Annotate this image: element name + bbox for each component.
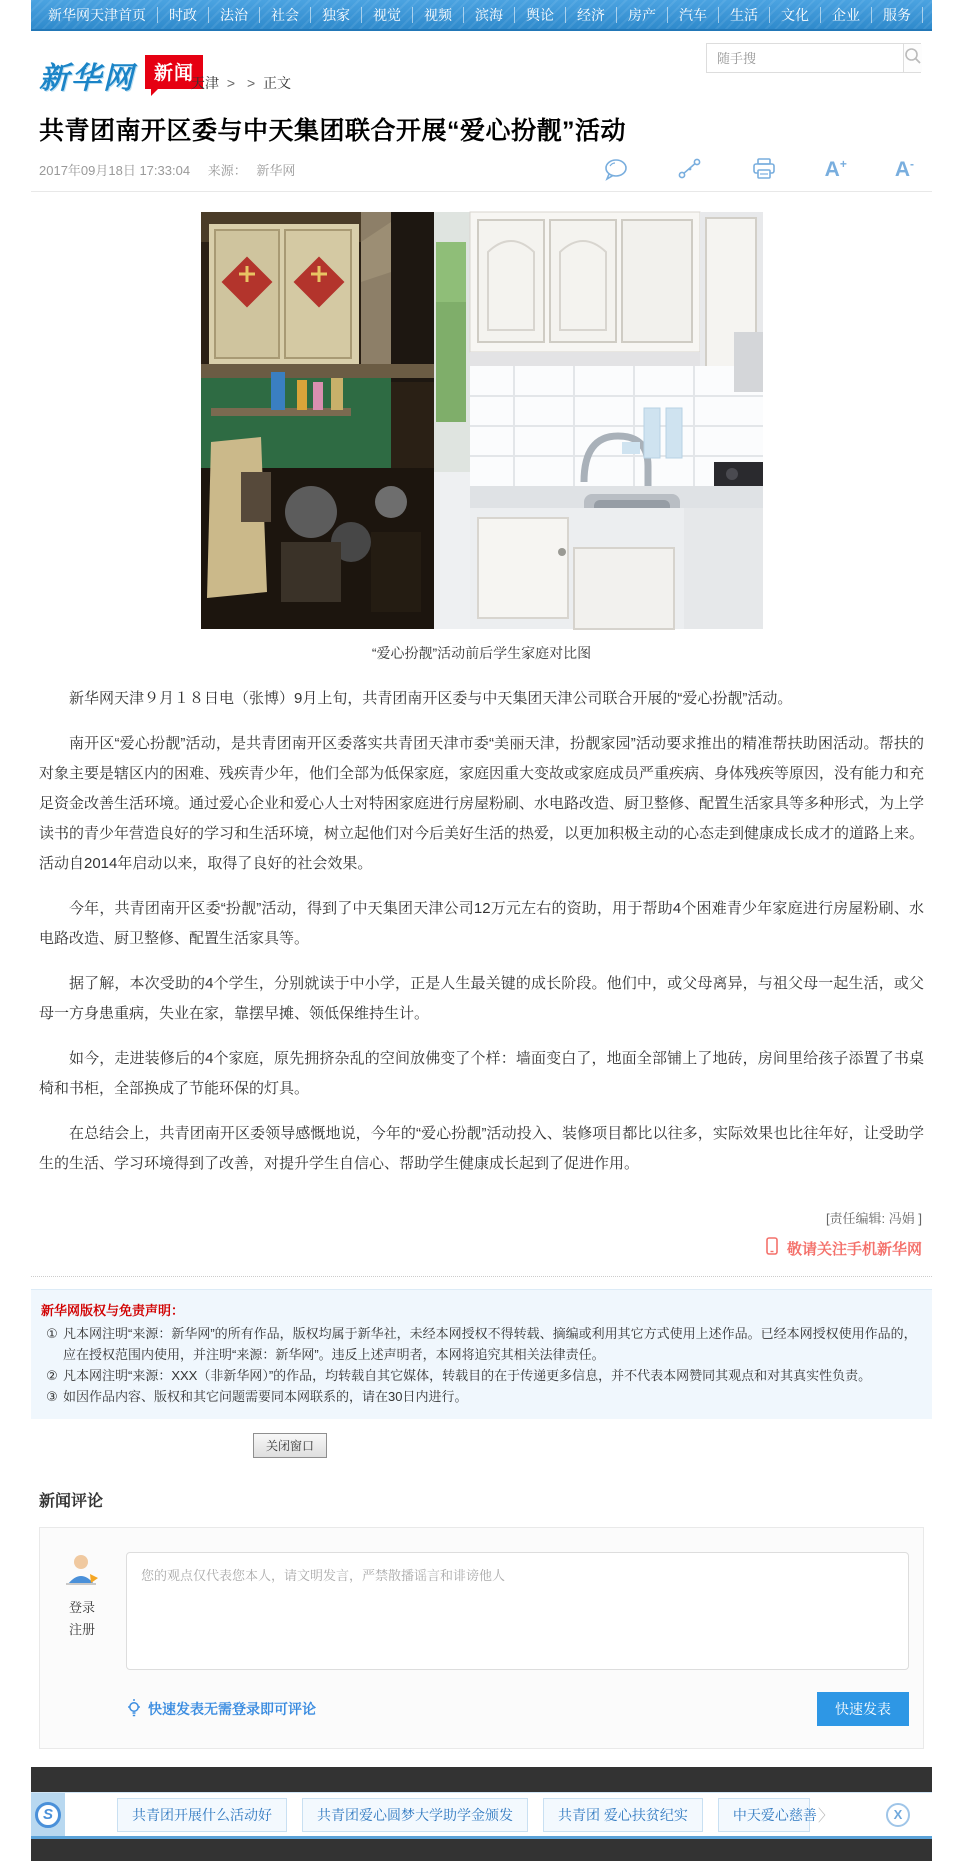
nav-item-jiankang[interactable]: 健康	[922, 7, 963, 23]
comment-icon[interactable]	[603, 157, 629, 181]
search-icon	[904, 47, 922, 70]
breadcrumb-separator: >	[226, 75, 236, 91]
site-header	[31, 31, 932, 103]
comment-input-row	[52, 1552, 909, 1670]
search-box	[706, 43, 921, 73]
quick-post-tip	[126, 1698, 316, 1721]
promo-link-4[interactable]: 中天爱心慈善	[718, 1798, 810, 1832]
paragraph: 如今，走进装修后的4个家庭，原先拥挤杂乱的空间放佛变了个样：墙面变白了，地面全部铺上了地砖，房间里给孩子添置了书桌椅和书柜，全部换成了节能环保的灯具。	[39, 1050, 924, 1097]
paragraph: 南开区“爱心扮靓”活动，是共青团南开区委落实共青团天津市委“美丽天津，扮靓家园”活动要求推出的精准帮扶助困活动。帮扶的对象主要是辖区内的困难、残疾青少年，他们全部为低保家庭，家庭因重大变故或家庭成员严重疾病、身体残疾等原因，没有能力和充足资金改善生活环境。通过爱心企业和爱心人士对特困家庭进行房屋粉刷、水电路改造、厨卫整修、配置生活家具等多种形式，为上学读书的青少年营造良好的学习和生活环境，树立起他们对今后美好生活的热爱，以更加积极主动的心态走到健康成长成才的道路上来。活动自2014年启动以来，取得了良好的社会效果。	[39, 735, 925, 872]
figure-caption: “爱心扮靓”活动前后学生家庭对比图	[371, 645, 592, 661]
quick-post-button[interactable]: 快速发表	[817, 1692, 909, 1726]
nav-item-fazhi[interactable]: 法治	[208, 7, 259, 23]
close-window-row	[253, 1433, 932, 1458]
dotted-divider	[31, 1276, 932, 1277]
nav-item-dujia[interactable]: 独家	[310, 7, 361, 23]
comments-section-title: 新闻评论	[39, 1493, 104, 1510]
mobile-notice-row	[31, 1227, 932, 1260]
promo-link-2[interactable]: 共青团爱心圆梦大学助学金颁发	[302, 1798, 528, 1832]
breadcrumb-separator: >	[246, 75, 256, 91]
paragraph: 据了解，本次受助的4个学生，分别就读于中小学，正是人生最关键的成长阶段。他们中，或父母离异，与祖父母一起生活，或父母一方身患重病，失业在家，靠摆早摊、领低保维持生计。	[39, 975, 924, 1022]
disclaimer-item	[41, 1323, 922, 1365]
photo-after-renovation	[434, 212, 763, 629]
paragraph: 今年，共青团南开区委“扮靓”活动，得到了中天集团天津公司12万元左右的资助，用于帮助4个困难青少年家庭进行房屋粉刷、水电路改造、厨卫整修、配置生活家具等。	[39, 900, 924, 947]
breadcrumb	[191, 73, 291, 93]
site-logo[interactable]	[39, 53, 203, 97]
search-input[interactable]	[707, 44, 903, 72]
promo-link-3[interactable]: 共青团 爱心扶贫纪实	[543, 1798, 703, 1832]
phone-icon	[766, 1237, 778, 1260]
nav-item-home[interactable]: 新华网天津首页	[48, 6, 146, 23]
register-link[interactable]: 注册	[68, 1622, 95, 1637]
disclaimer-text: 凡本网注明“来源：XXX（非新华网）”的作品，均转载自其它媒体，转载目的在于传递更多信息，并不代表本网赞同其观点和对其真实性负责。	[63, 1368, 872, 1383]
stray-character: ?	[33, 1773, 40, 1787]
nav-item-shipin[interactable]: 视频	[412, 7, 463, 23]
lightbulb-icon	[126, 1698, 142, 1721]
sogou-s-icon: S	[35, 1802, 61, 1828]
disclaimer-text: 凡本网注明“来源：新华网”的所有作品，版权均属于新华社，未经本网授权不得转载、摘编或利用其它方式使用上述作品。已经本网授权使用作品的，应在授权范围内使用，并注明“来源：新华网”。违反上述声明者，本网将追究其相关法律责任。	[63, 1326, 917, 1362]
nav-item-fuwu[interactable]: 服务	[871, 7, 922, 23]
comment-actions-row	[52, 1692, 909, 1726]
print-icon[interactable]	[751, 157, 777, 181]
nav-item-fangchan[interactable]: 房产	[616, 7, 667, 23]
article-body	[31, 663, 932, 1179]
article-figure	[31, 212, 932, 663]
share-icon[interactable]	[677, 157, 703, 181]
news-badge: 新闻	[145, 55, 203, 89]
photo-before-renovation	[201, 212, 434, 629]
avatar	[64, 1573, 100, 1590]
bottom-promo-bar	[31, 1792, 932, 1839]
editor-note: [责任编辑: 冯娟 ]	[825, 1211, 922, 1226]
comment-panel	[39, 1527, 924, 1749]
article-toolbar	[603, 157, 924, 181]
login-register-links	[52, 1597, 112, 1641]
source-name: 新华网	[256, 162, 296, 178]
nav-item-shenghuo[interactable]: 生活	[718, 7, 769, 23]
paragraph: 新华网天津９月１８日电（张博）9月上旬，共青团南开区委与中天集团天津公司联合开展的“爱心扮靓”活动。	[69, 690, 793, 707]
paragraph: 在总结会上，共青团南开区委领导感慨地说，今年的“爱心扮靓”活动投入、装修项目都比以往多，实际效果也比往年好，让受助学生的生活、学习环境得到了改善，对提升学生自信心、帮助学生健康成长起到了促进作用。	[39, 1125, 924, 1172]
page	[31, 0, 962, 1839]
nav-item-binhai[interactable]: 滨海	[463, 7, 514, 23]
xinhuanet-logo[interactable]: 新华网	[39, 62, 135, 95]
font-decrease-button[interactable]: A-	[894, 157, 914, 181]
article-meta-row	[31, 149, 932, 192]
search-button[interactable]	[903, 44, 922, 72]
nav-item-yulun[interactable]: 舆论	[514, 7, 565, 23]
disclaimer-item	[41, 1365, 922, 1386]
comment-textarea[interactable]	[126, 1552, 909, 1670]
close-icon[interactable]: X	[886, 1803, 910, 1827]
comparison-photos	[31, 212, 932, 629]
nav-item-qiche[interactable]: 汽车	[667, 7, 718, 23]
article-meta	[39, 160, 295, 179]
article-date: 2017年09月18日 17:33:04	[39, 162, 191, 178]
disclaimer-number: ①	[46, 1326, 58, 1341]
comment-user-column	[52, 1552, 112, 1670]
mobile-notice-link[interactable]: 敬请关注手机新华网	[786, 1241, 922, 1258]
disclaimer-number: ③	[46, 1389, 58, 1404]
close-window-button[interactable]: 关闭窗口	[253, 1433, 327, 1458]
disclaimer-item	[41, 1386, 922, 1407]
promo-links	[117, 1798, 817, 1832]
nav-item-wenhua[interactable]: 文化	[769, 7, 820, 23]
nav-item-shijue[interactable]: 视觉	[361, 7, 412, 23]
copyright-disclaimer	[31, 1289, 932, 1419]
breadcrumb-region[interactable]: 天津	[191, 75, 219, 91]
breadcrumb-current: 正文	[263, 75, 292, 91]
disclaimer-title: 新华网版权与免责声明：	[41, 1303, 185, 1318]
promo-link-1[interactable]: 共青团开展什么活动好	[117, 1798, 287, 1832]
nav-item-jingji[interactable]: 经济	[565, 7, 616, 23]
page-title: 共青团南开区委与中天集团联合开展“爱心扮靓”活动	[39, 117, 627, 145]
quick-post-tip-text: 快速发表无需登录即可评论	[148, 1701, 316, 1717]
nav-item-qiye[interactable]: 企业	[820, 7, 871, 23]
nav-item-shehui[interactable]: 社会	[259, 7, 310, 23]
source-label: 来源：	[207, 162, 247, 178]
disclaimer-number: ②	[46, 1368, 58, 1383]
chevron-right-icon[interactable]: 〉	[817, 1808, 834, 1825]
disclaimer-text: 如因作品内容、版权和其它问题需要同本网联系的，请在30日内进行。	[63, 1389, 468, 1404]
font-increase-button[interactable]: A+	[824, 157, 847, 181]
login-link[interactable]: 登录	[68, 1600, 95, 1615]
sogou-logo-tile[interactable]	[31, 1793, 65, 1836]
top-navigation	[31, 0, 962, 31]
nav-item-shizheng[interactable]: 时政	[157, 7, 208, 23]
